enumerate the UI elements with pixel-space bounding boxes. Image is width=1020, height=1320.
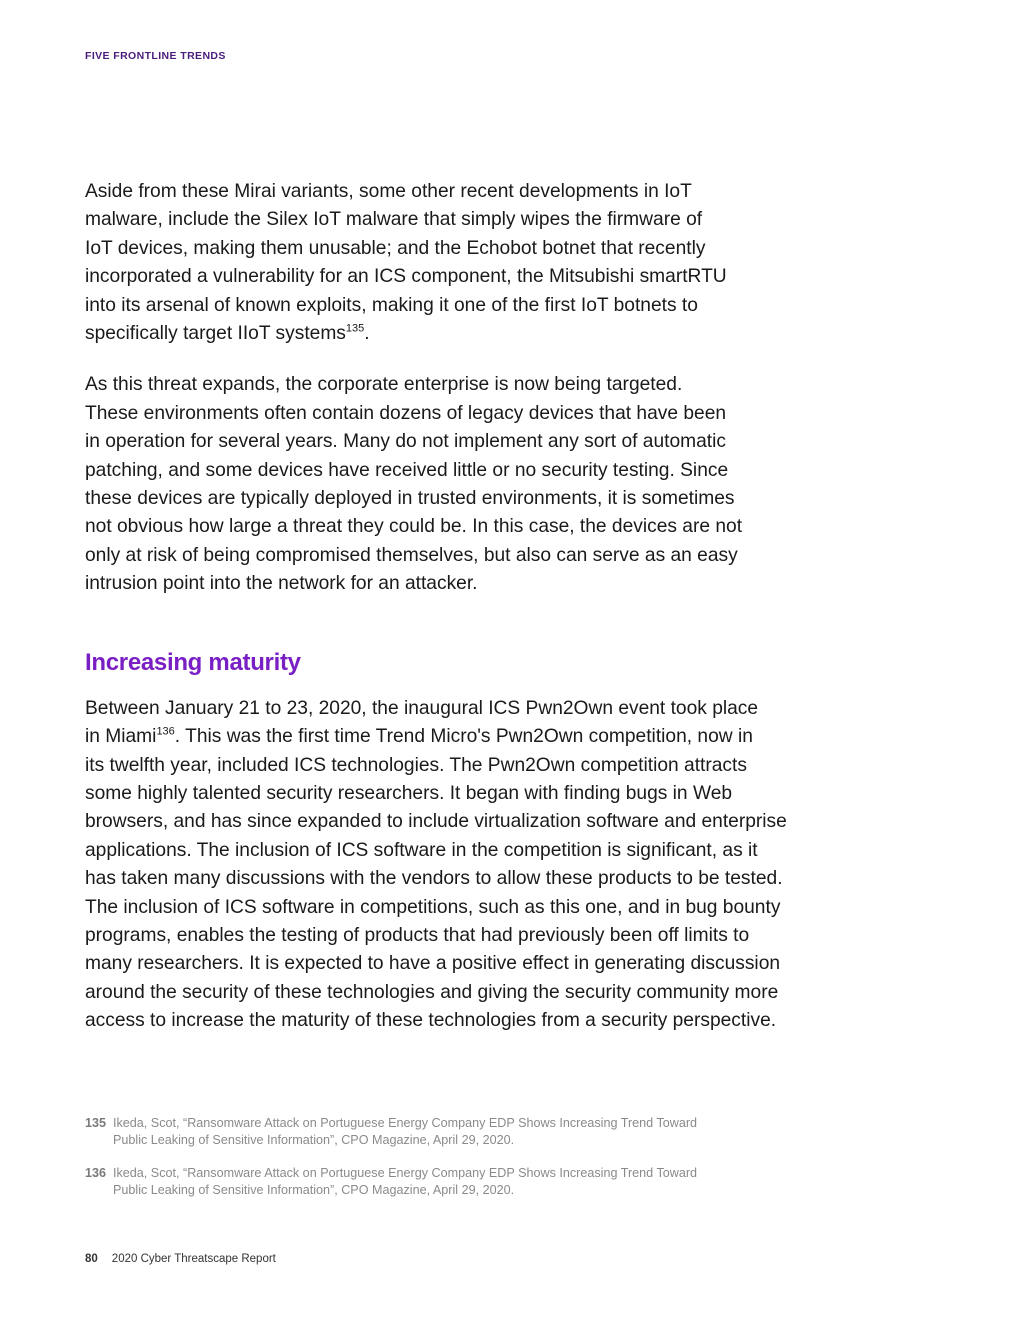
page-number: 80 [85,1253,98,1265]
paragraph-iot-malware [85,178,885,348]
paragraph-end: . [364,323,370,345]
paragraph-pwn2own [85,695,885,1036]
footnote-number: 135 [85,1116,107,1130]
paragraph-enterprise-threat: As this threat expands, the corporate enterprise is now being targeted. These environments often contain dozens of legacy devices that have been in operation for several years. Many do not implement any sort of automatic patching, and some devices have received little or no security testing. Since these devices are typically deployed in trusted environments, it is sometimes not obvious how large a threat they could be. In this case, the devices are not only at risk of being compromised themselves, but also can serve as an easy intrusion point into the network for an attacker. [85,374,743,595]
footnote-text: Ikeda, Scot, “Ransomware Attack on Portuguese Energy Company EDP Shows Increasing Trend Toward Public Leaking of Sensitive Information”, CPO Magazine, April 29, 2020. [113,1116,698,1147]
footnote-ref-136[interactable]: 136 [156,725,175,738]
main-content [85,178,885,1058]
footnote-ref-135[interactable]: 135 [345,322,365,335]
footnote-135 [85,1115,845,1149]
footnote-136 [85,1165,845,1199]
report-title: 2020 Cyber Threatscape Report [111,1253,276,1265]
paragraph-text: Aside from these Mirai variants, some other recent developments in IoT malware, include the Silex IoT malware that simply wipes the firmware of IoT devices, making them unusable; and the Echobot botnet that recently incorporated a vulnerability for an ICS component, the Mitsubishi smartRTU into its arsenal of known exploits, making it one of the first IoT botnets to specifically target IIoT systems [85,181,727,345]
footnote-number: 136 [85,1166,107,1180]
running-header: FIVE FRONTLINE TRENDS [85,50,226,62]
footnote-text: Ikeda, Scot, “Ransomware Attack on Portuguese Energy Company EDP Shows Increasing Trend Toward Public Leaking of Sensitive Information”, CPO Magazine, April 29, 2020. [113,1166,698,1197]
paragraph-text-rest: . This was the first time Trend Micro's Pwn2Own competition, now in its twelfth year, included ICS technologies. The Pwn2Own competition attracts some highly talented security researchers. It began with finding bugs in Web browsers, and has since expanded to include virtualization software and enterprise applications. The inclusion of ICS software in the competition is significant, as it has taken many discussions with the vendors to allow these products to be tested. The inclusion of ICS software in competitions, such as this one, and in bug bounty programs, enables the testing of products that had previously been off limits to many researchers. It is expected to have a positive effect in generating discussion around the security of these technologies and giving the security community more access to increase the maturity of these technologies from a security perspective. [85,726,787,1032]
paragraph-text-start: Between January 21 to 23, 2020, the inaugural ICS Pwn2Own event took place in Miami [85,697,759,748]
section-heading: Increasing maturity [85,648,301,676]
footnotes [85,1115,845,1215]
page-footer [85,1253,276,1265]
